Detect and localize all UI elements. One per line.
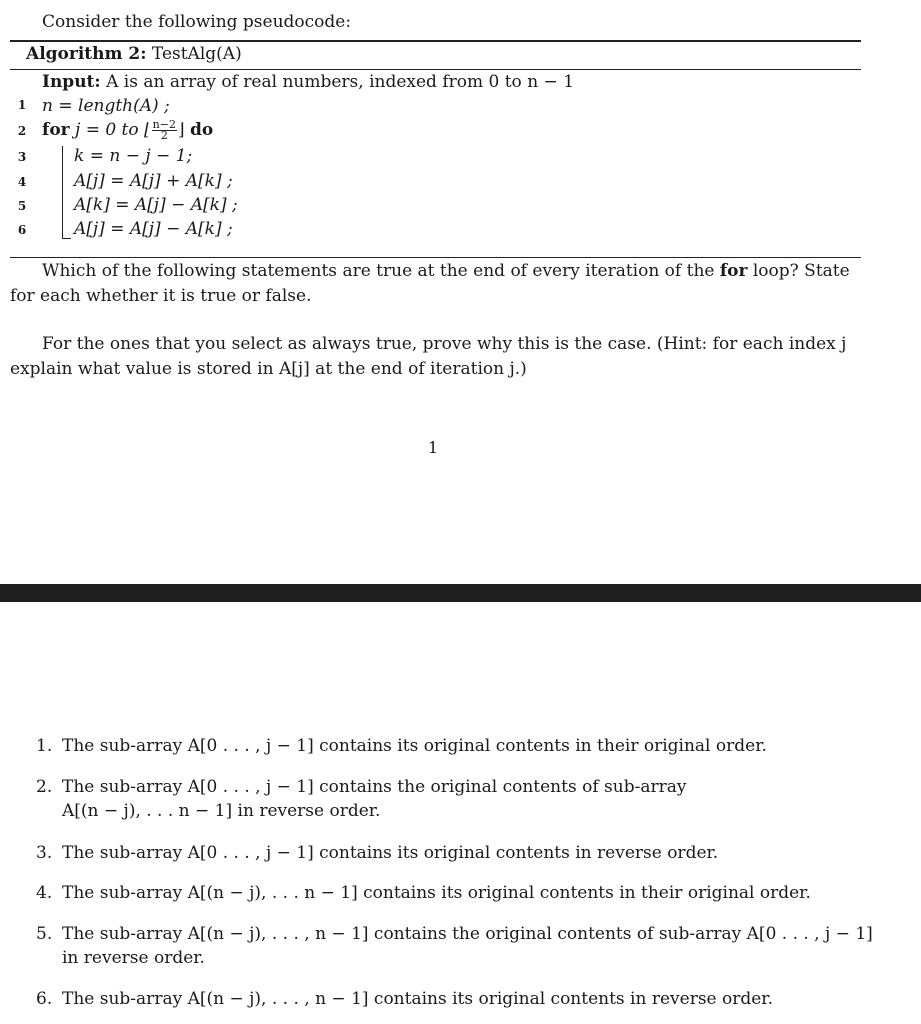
code-line-5 — [74, 195, 238, 215]
item-text: The sub-array A[(n − j), . . . , n − 1] contains the original contents of sub-array A[0 . . . , j − 1] — [62, 924, 873, 944]
code-line-4 — [74, 171, 233, 191]
algorithm-name: TestAlg(A) — [151, 44, 242, 64]
item-text: The sub-array A[0 . . . , j − 1] contains its original contents in their original order. — [62, 736, 767, 756]
fraction-denominator: 2 — [160, 129, 168, 142]
list-item — [36, 775, 876, 823]
code-line-2 — [42, 120, 213, 141]
item-number: 3. — [36, 843, 53, 863]
line-number: 1 — [17, 98, 27, 112]
list-item — [36, 734, 876, 758]
page-number: 1 — [428, 438, 439, 457]
algorithm-label: Algorithm 2: — [26, 44, 147, 64]
loop-body-bracket — [62, 146, 71, 239]
algorithm-bottom-rule — [10, 257, 861, 258]
list-item — [36, 881, 876, 905]
code-text: k = n − j − 1; — [74, 146, 193, 166]
item-text-continued: in reverse order. — [62, 948, 205, 968]
item-number: 5. — [36, 924, 53, 944]
code-line-6 — [74, 219, 233, 239]
line-number: 6 — [17, 223, 27, 237]
list-item — [36, 922, 876, 970]
input-label: Input: — [42, 72, 101, 92]
for-keyword: for — [719, 261, 748, 281]
line-number: 2 — [17, 124, 27, 138]
item-text: The sub-array A[0 . . . , j − 1] contains its original contents in reverse order. — [62, 843, 719, 863]
fraction-numerator: n−2 — [152, 118, 176, 131]
code-line-3 — [74, 146, 192, 166]
list-item — [36, 841, 876, 865]
code-text: n = length(A) ; — [42, 96, 170, 116]
line-number: 4 — [17, 175, 27, 189]
item-text: The sub-array A[0 . . . , j − 1] contains the original contents of sub-array — [62, 777, 687, 797]
item-text-continued: A[(n − j), . . . n − 1] in reverse order. — [62, 801, 381, 821]
algorithm-title — [26, 44, 242, 64]
question-text-pre: Which of the following statements are true at the end of every iteration of the — [42, 261, 720, 281]
line-number: 5 — [17, 199, 27, 213]
do-keyword: do — [190, 120, 214, 140]
input-text: A is an array of real numbers, indexed from 0 to n − 1 — [106, 72, 575, 92]
line-number: 3 — [17, 150, 27, 164]
page-separator — [0, 584, 921, 602]
question-text-post: loop? State for each whether it is true or false. — [10, 261, 850, 306]
algorithm-mid-rule — [10, 69, 861, 70]
floor-close: ⌋ — [177, 120, 185, 140]
algorithm-top-rule — [10, 40, 861, 42]
code-text: A[k] = A[j] − A[k] ; — [74, 195, 238, 215]
code-text: A[j] = A[j] + A[k] ; — [74, 171, 233, 191]
fraction — [152, 120, 177, 141]
code-line-1 — [42, 96, 170, 116]
item-text: The sub-array A[(n − j), . . . , n − 1] contains its original contents in reverse order. — [62, 989, 773, 1009]
item-text: The sub-array A[(n − j), . . . n − 1] contains its original contents in their original order. — [62, 883, 811, 903]
item-number: 4. — [36, 883, 53, 903]
item-number: 2. — [36, 777, 53, 797]
hint-paragraph: For the ones that you select as always true, prove why this is the case. (Hint: for each index j explain what value is stored in A[j] at the end of iteration j.) — [10, 334, 847, 379]
for-keyword: for — [42, 120, 70, 140]
algorithm-input — [42, 72, 574, 92]
question-paragraph — [10, 259, 870, 309]
item-number: 6. — [36, 989, 53, 1009]
item-number: 1. — [36, 736, 53, 756]
loop-condition: j = 0 to ⌊ — [75, 120, 151, 140]
intro-text: Consider the following pseudocode: — [42, 12, 352, 32]
code-text: A[j] = A[j] − A[k] ; — [74, 219, 233, 239]
list-item — [36, 987, 876, 1011]
